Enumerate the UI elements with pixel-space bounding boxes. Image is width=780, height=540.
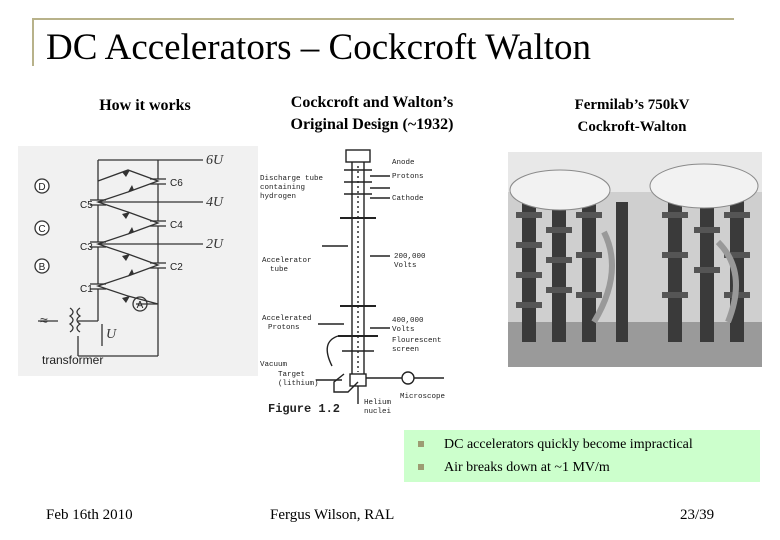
figure-label: Protons <box>392 173 424 181</box>
multiplier-circuit-diagram <box>18 146 258 376</box>
node-label: D <box>38 182 46 193</box>
capacitor-label: C1 <box>80 284 93 295</box>
apparatus-svg <box>258 146 458 423</box>
fermilab-photo-illustration <box>508 152 762 367</box>
column-heading-line: Original Design (~1932) <box>290 116 454 133</box>
node-label: C <box>38 224 46 235</box>
capacitor-label: C5 <box>80 200 93 211</box>
column-heading-line: Fermilab’s 750kV <box>574 97 690 113</box>
voltage-label: 4U <box>206 195 224 210</box>
column-heading-fermilab <box>542 94 722 138</box>
node-label: B <box>38 262 46 273</box>
bullet-item <box>418 456 760 479</box>
figure-label: tube <box>270 266 289 274</box>
capacitor-label: C3 <box>80 242 93 253</box>
bullet-list <box>404 430 760 479</box>
figure-label: nuclei <box>364 408 392 416</box>
voltage-label: 2U <box>206 237 224 252</box>
column-heading-line: Cockcroft and Walton’s <box>290 94 454 111</box>
ac-source-symbol: ≈ <box>40 312 48 328</box>
figure-label: hydrogen <box>260 193 297 201</box>
figure-label: Cathode <box>392 195 424 203</box>
figure-label: Discharge tube <box>260 175 324 183</box>
figure-label: (lithium) <box>278 380 319 388</box>
bullet-item <box>418 433 760 456</box>
circuit-svg <box>18 146 258 376</box>
figure-label: 400,000 <box>392 317 424 325</box>
bullet-text: Air breaks down at ~1 MV/m <box>444 460 610 475</box>
slide-title: DC Accelerators – Cockcroft Walton <box>46 27 592 68</box>
figure-label: Anode <box>392 159 415 167</box>
figure-label: Flourescent <box>392 337 442 345</box>
column-heading-how-it-works <box>80 95 210 117</box>
bullet-list-box <box>404 430 760 482</box>
column-heading-text: How it works <box>99 97 191 114</box>
title-frame-top-rule <box>32 18 734 20</box>
title-frame-left-rule <box>32 18 34 66</box>
column-heading-line: Cockroft-Walton <box>577 119 687 135</box>
figure-label: 200,000 <box>394 253 426 261</box>
original-design-figure <box>258 146 458 423</box>
bullet-marker-icon <box>418 441 424 447</box>
transformer-label: transformer <box>42 353 104 367</box>
figure-caption: Figure 1.2 <box>268 402 341 416</box>
figure-label: Accelerator <box>262 257 312 265</box>
footer-author: Fergus Wilson, RAL <box>270 507 395 523</box>
fermilab-photo <box>508 152 762 367</box>
voltage-label: 6U <box>206 153 224 168</box>
figure-label: Volts <box>394 262 417 270</box>
figure-label: Vacuum <box>260 361 288 369</box>
capacitor-label: C4 <box>170 220 183 231</box>
capacitor-label: C2 <box>170 262 183 273</box>
figure-label: Target <box>278 371 306 379</box>
meter-label: A <box>136 300 144 311</box>
figure-label: Protons <box>268 324 300 332</box>
column-heading-original-design <box>252 92 492 136</box>
figure-label: Volts <box>392 326 415 334</box>
capacitor-label: C6 <box>170 178 183 189</box>
footer-date: Feb 16th 2010 <box>46 507 133 523</box>
figure-label: Microscope <box>400 393 446 401</box>
figure-label: screen <box>392 346 420 354</box>
bullet-text: DC accelerators quickly become impractical <box>444 437 693 452</box>
figure-label: Accelerated <box>262 315 312 323</box>
bullet-marker-icon <box>418 464 424 470</box>
figure-label: Helium <box>364 399 392 407</box>
source-voltage-label: U <box>106 327 117 342</box>
figure-label: containing <box>260 184 306 192</box>
footer-page-number: 23/39 <box>680 507 715 523</box>
